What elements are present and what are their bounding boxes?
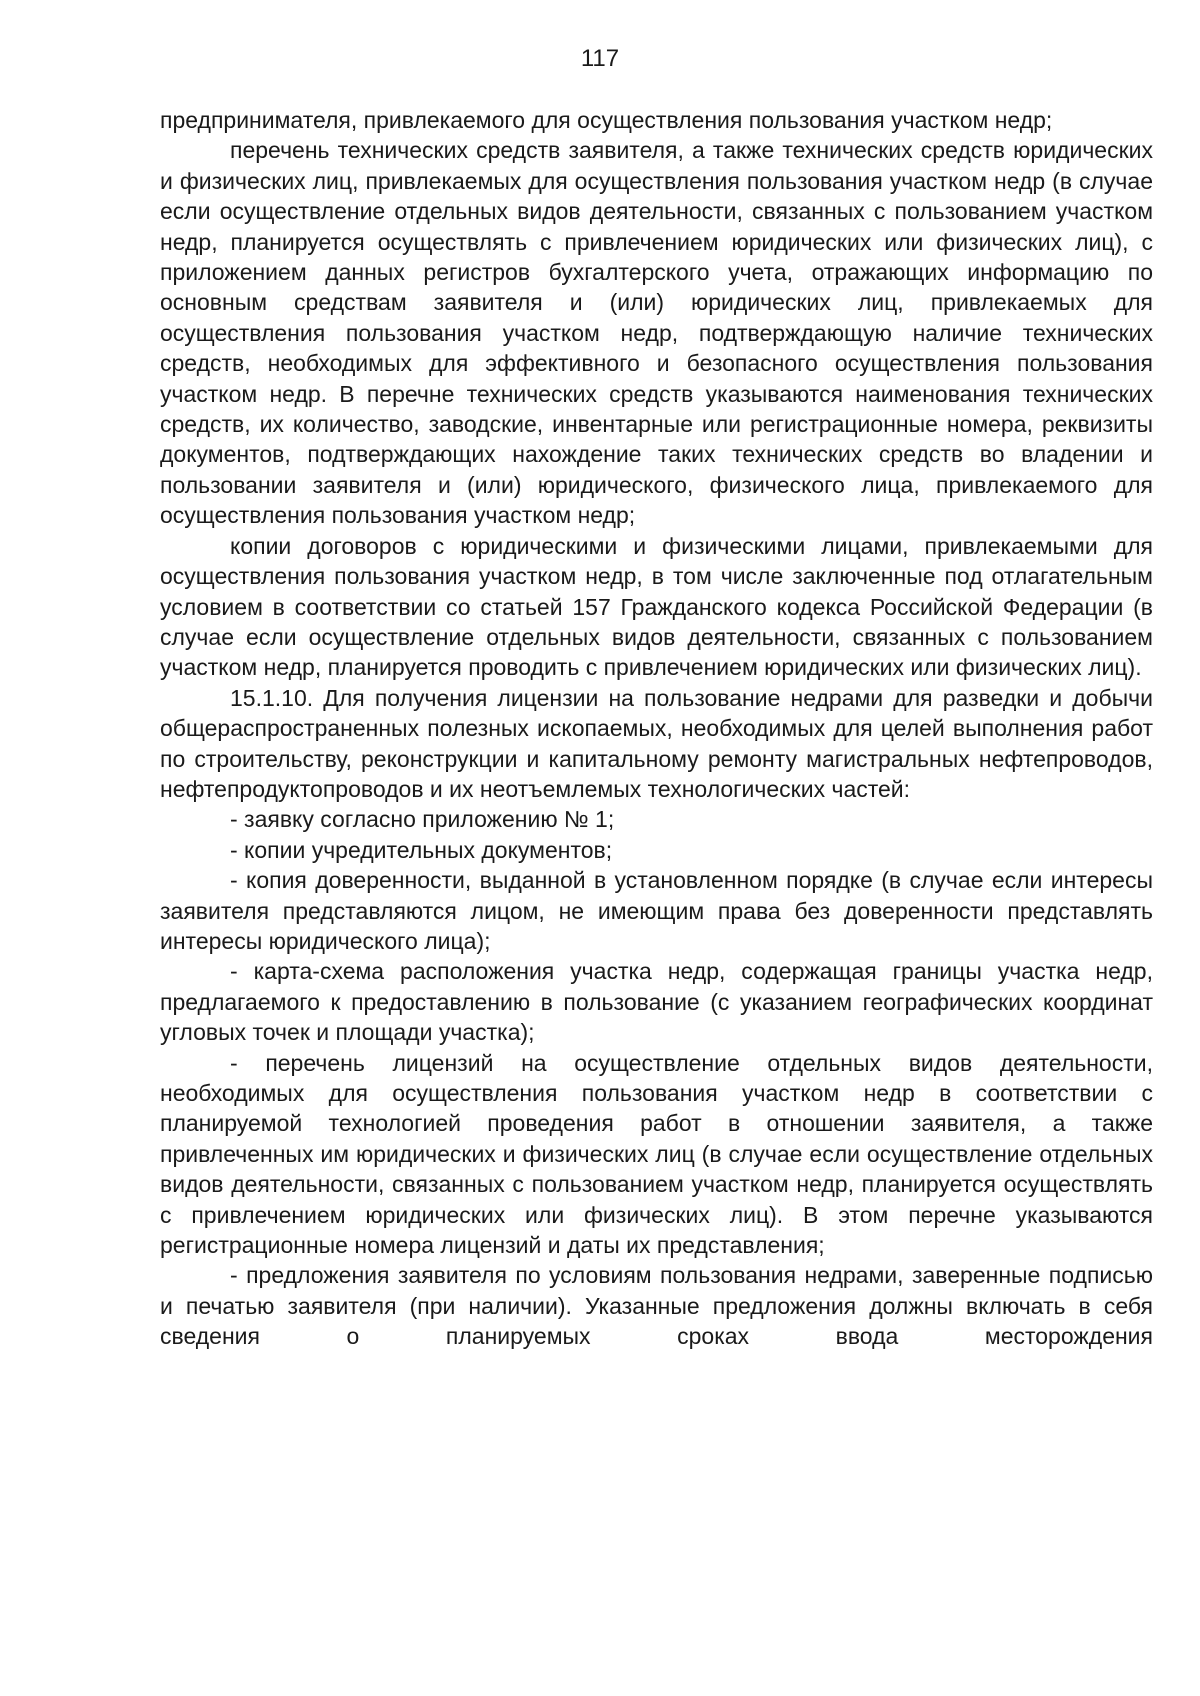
paragraph-continuation: предпринимателя, привлекаемого для осуществления пользования участком недр; xyxy=(160,107,1053,133)
document-body xyxy=(160,105,1153,1352)
list-item-power-of-attorney: - копия доверенности, выданной в установленном порядке (в случае если интересы заявителя представляются лицом, не имеющим права без доверенности представлять интересы юридического лица); xyxy=(160,867,1153,954)
paragraph-technical-means: перечень технических средств заявителя, а также технических средств юридических и физических лиц, привлекаемых для осуществления пользования участком недр (в случае если осуществление отдельных видов деятельности, связанных с пользованием участком недр, планируется осуществлять с привлечением юридических или физических лиц), с приложением данных регистров бухгалтерского учета, отражающих информацию по основным средствам заявителя и (или) юридических лиц, привлекаемых для осуществления пользования участком недр, подтверждающую наличие технических средств, необходимых для эффективного и безопасного осуществления пользования участком недр. В перечне технических средств указываются наименования технических средств, их количество, заводские, инвентарные или регистрационные номера, реквизиты документов, подтверждающих нахождение таких технических средств во владении и пользовании заявителя и (или) юридического, физического лица, привлекаемого для осуществления пользования участком недр; xyxy=(160,137,1153,529)
list-item-founding-documents: - копии учредительных документов; xyxy=(230,836,613,863)
paragraph-contract-copies: копии договоров с юридическими и физическими лицами, привлекаемыми для осуществления пользования участком недр, в том числе заключенные под отлагательным условием в соответствии со статьей 157 Гражданского кодекса Российской Федерации (в случае если осуществление отдельных видов деятельности, связанных с пользованием участком недр, планируется проводить с привлечением юридических или физических лиц). xyxy=(160,532,1153,681)
page-number: 117 xyxy=(580,45,620,72)
list-item-site-map: - карта-схема расположения участка недр, содержащая границы участка недр, предлагаемого к предоставлению в пользование (с указанием географических координат угловых точек и площади участка); xyxy=(160,958,1153,1046)
paragraph-section-15-1-10: 15.1.10. Для получения лицензии на пользование недрами для разведки и добычи общераспространенных полезных ископаемых, необходимых для целей выполнения работ по строительству, реконструкции и капитальному ремонту магистральных нефтепроводов, нефтепродуктопроводов и их неотъемлемых технологических частей: xyxy=(160,684,1153,802)
list-item-licenses-list: - перечень лицензий на осуществление отдельных видов деятельности, необходимых для осуществления пользования участком недр в соответствии с планируемой технологией проведения работ в отношении заявителя, а также привлеченных им юридических и физических лиц (в случае если осуществление отдельных видов деятельности, связанных с пользованием участком недр, планируется осуществлять с привлечением юридических или физических лиц). В этом перечне указываются регистрационные номера лицензий и даты их представления; xyxy=(160,1049,1153,1259)
list-item-application: - заявку согласно приложению № 1; xyxy=(230,806,615,833)
list-item-applicant-proposals: - предложения заявителя по условиям пользования недрами, заверенные подписью и печатью заявителя (при наличии). Указанные предложения должны включать в себя сведения о планируемых сроках ввода месторождения xyxy=(160,1262,1153,1350)
